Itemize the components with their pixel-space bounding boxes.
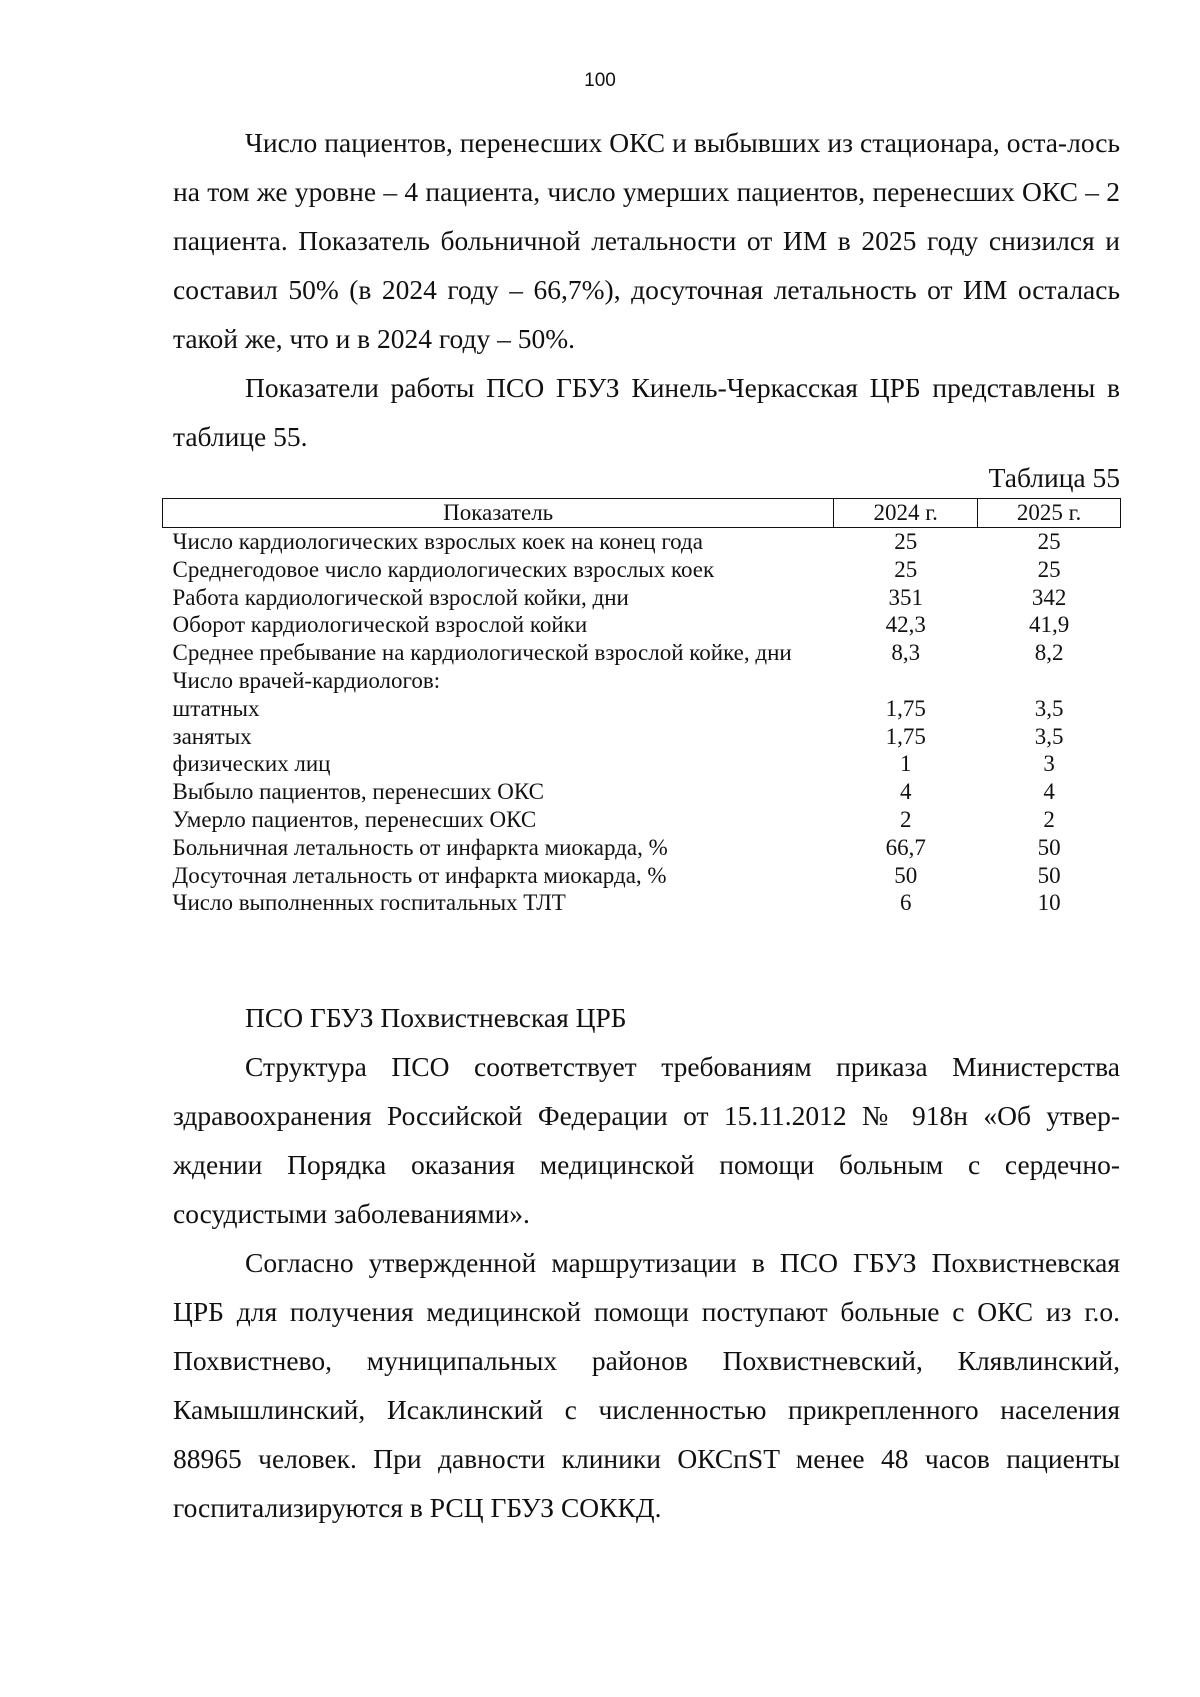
paragraph-table-intro: Показатели работы ПСО ГБУЗ Кинель-Черкасская ЦРБ представлены в таблице 55.: [173, 372, 1120, 452]
row-label: Число врачей-кардиологов:: [172, 667, 441, 693]
value-2025: 3: [1043, 751, 1055, 777]
row-label: Среднее пребывание на кардиологической взрослой койке, дни: [172, 640, 792, 666]
table-row: [163, 806, 1121, 834]
value-2024: 8,3: [891, 640, 921, 666]
value-2025: [978, 667, 1121, 695]
table-row: [163, 556, 1121, 584]
value-2024: 66,7: [885, 834, 926, 860]
table-row: [163, 862, 1121, 890]
value-2024: 1,75: [885, 695, 926, 721]
row-label: штатных: [172, 695, 260, 721]
table-row: [163, 889, 1121, 917]
table-row: [163, 695, 1121, 723]
indicators-table: [162, 498, 1121, 917]
value-2025: 3,5: [1034, 695, 1064, 721]
value-2025: 4: [1043, 779, 1055, 805]
row-label: Оборот кардиологической взрослой койки: [172, 612, 588, 638]
value-2024: 25: [894, 529, 918, 554]
table-row: [163, 723, 1121, 751]
value-2024: 25: [894, 556, 918, 582]
value-2025: 342: [1031, 584, 1067, 610]
value-2024: 6: [899, 890, 912, 916]
value-2024: 1: [899, 751, 912, 777]
row-label: занятых: [172, 723, 252, 749]
row-label: физических лиц: [172, 751, 331, 777]
row-label: Работа кардиологической взрослой койки, дни: [172, 584, 629, 610]
paragraph-acs-outcomes: Число пациентов, перенесших ОКС и выбывших из стационара, оста-лось на том же уровне – 4 пациента, число умерших пациентов, перенесших ОКС – 2 пациента. Показатель больничной летальности от ИМ в 2025 году снизился и составил 50% (в 2024 году – 66,7%), досуточная летальность от ИМ осталась такой же, что и в 2024 году – 50%.: [173, 127, 1120, 354]
table-row: [163, 778, 1121, 806]
value-2025: 50: [1037, 862, 1061, 888]
value-2025: 50: [1037, 834, 1061, 860]
row-label: Досуточная летальность от инфаркта миокарда, %: [172, 862, 667, 888]
table-caption: Таблица 55: [988, 462, 1120, 493]
table-header-row: [163, 499, 1121, 528]
value-2024: 4: [899, 779, 912, 805]
row-label: Умерло пациентов, перенесших ОКС: [172, 806, 537, 832]
table-row: [163, 611, 1121, 639]
table-row: [163, 639, 1121, 667]
value-2024: 42,3: [885, 612, 926, 638]
table-row: [163, 750, 1121, 778]
header-2024: 2024 г.: [834, 499, 978, 528]
row-label: Среднегодовое число кардиологических взрослых коек: [172, 556, 715, 582]
row-label: Число выполненных госпитальных ТЛТ: [172, 890, 566, 916]
header-2025: 2025 г.: [978, 499, 1121, 528]
value-2024: [834, 667, 978, 695]
value-2025: 8,2: [1034, 640, 1064, 666]
table-row: [163, 667, 1121, 695]
value-2024: 1,75: [885, 723, 926, 749]
value-2025: 25: [1037, 529, 1061, 554]
row-label: Число кардиологических взрослых коек на конец года: [172, 529, 703, 554]
row-label: Больничная летальность от инфаркта миокарда, %: [172, 834, 668, 860]
header-indicator: Показатель: [163, 499, 834, 528]
page-number: 100: [584, 70, 616, 91]
value-2025: 2: [1043, 806, 1055, 832]
paragraph-routing: Согласно утвержденной маршрутизации в ПСО ГБУЗ Похвистневская ЦРБ для получения медицинской помощи поступают больные с ОКС из г.о. Похвистнево, муниципальных районов Похвистневский, Клявлинский, Камышлинский, Исаклинский с численностью прикрепленного населения 88965 человек. При давности клиники ОКСпST менее 48 часов пациенты госпитализируются в РСЦ ГБУЗ СОККД.: [173, 1247, 1120, 1523]
paragraph-pso-structure: Структура ПСО соответствует требованиям приказа Министерства здравоохранения Российской Федерации от 15.11.2012 № 918н «Об утвер-ждении Порядка оказания медицинской помощи больным с сердечно-сосудистыми заболеваниями».: [173, 1051, 1120, 1229]
value-2025: 25: [1037, 556, 1061, 582]
section-heading: ПСО ГБУЗ Похвистневская ЦРБ: [245, 1002, 627, 1033]
table-row: [163, 528, 1121, 556]
value-2025: 10: [1037, 890, 1061, 916]
value-2024: 2: [899, 806, 912, 832]
row-label: Выбыло пациентов, перенесших ОКС: [172, 779, 544, 805]
table-row: [163, 834, 1121, 862]
value-2025: 3,5: [1034, 723, 1064, 749]
value-2025: 41,9: [1028, 612, 1070, 638]
table-row: [163, 584, 1121, 612]
value-2024: 50: [894, 862, 918, 888]
value-2024: 351: [888, 584, 923, 610]
